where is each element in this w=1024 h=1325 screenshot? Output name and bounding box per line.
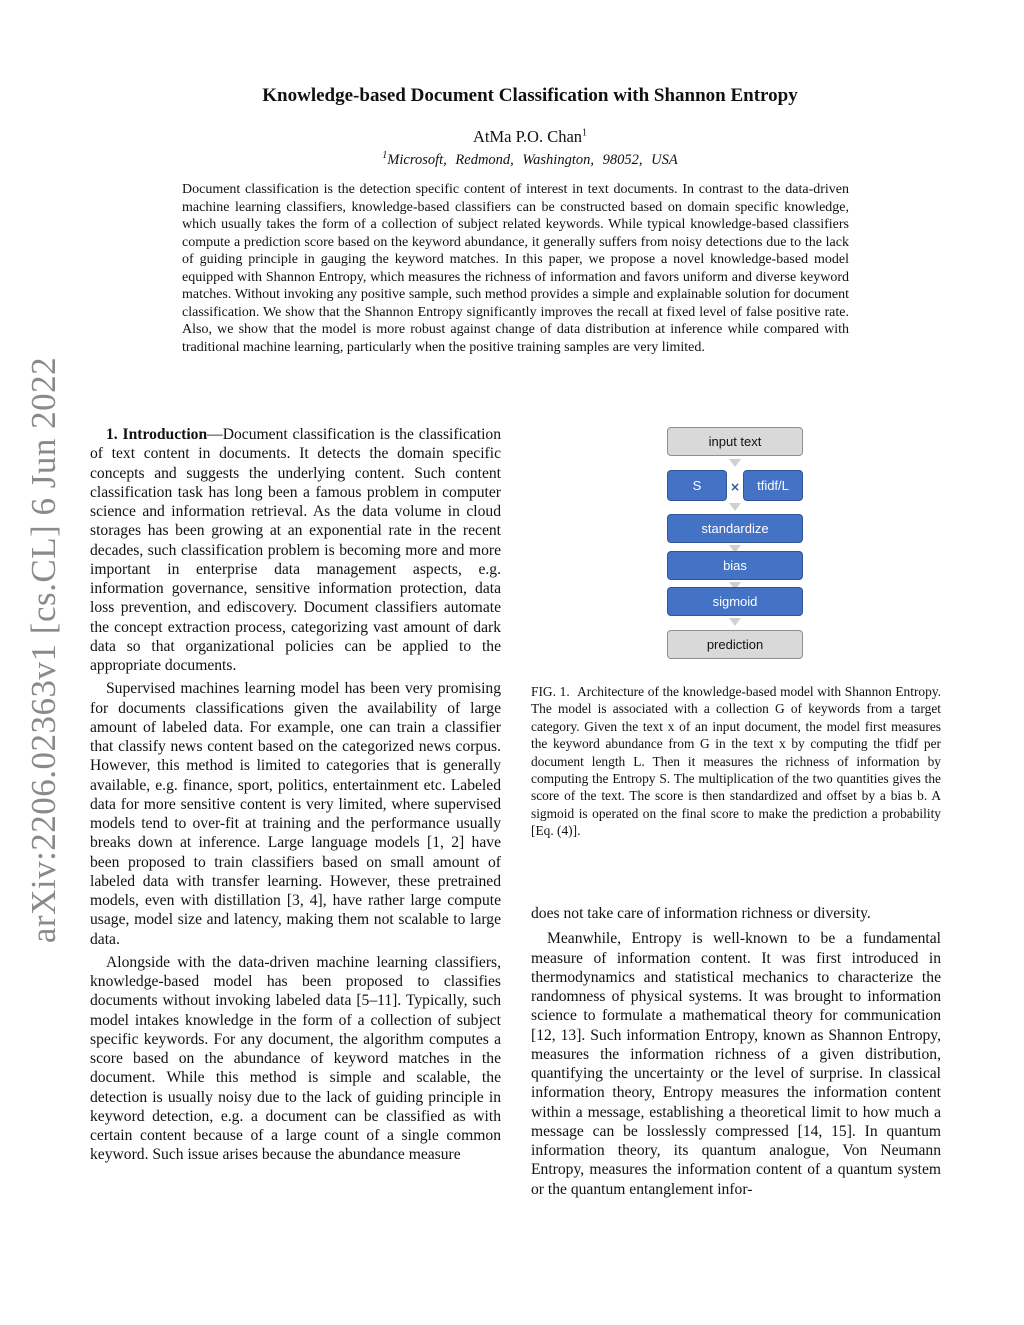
multiply-icon: × (730, 480, 741, 494)
right-column-text (531, 904, 941, 1199)
affiliation-text: Microsoft, Redmond, Washington, 98052, USA (387, 152, 678, 168)
author-sup: 1 (582, 127, 588, 139)
bias-box: bias (667, 551, 803, 580)
tfidf-box: tfidf/L (743, 470, 803, 501)
architecture-figure (660, 420, 810, 665)
affiliation (130, 152, 930, 169)
entropy-s-box: S (667, 470, 727, 501)
arxiv-identifier-text: arXiv:2206.02363v1 [cs.CL] 6 Jun 2022 (24, 356, 63, 944)
caption-text: Architecture of the knowledge-based model with Shannon Entropy. The model is associated with a collection G of keywords from a target category. Given the text x of an input document, the model first measures the keyword abundance from G in the text x by computing the tfidf per document length L. Then it measures the richness of information by computing the Entropy S. The multiplication of the two quantities gives the score of the text. The score is then standardized and offset by a bias b. A sigmoid is operated on the final score to make the prediction a probability [Eq. (4)]. (531, 684, 941, 839)
intro-p1-text: —Document classification is the classification of text content in documents. It detects the domain specific concepts and suggests the underlying content. Such content classification task has long been a famous problem in computer science and information retrieval. As the data volume in cloud storages has been growing at an exponential rate in the recent decades, such classification problem is becoming more and more important in enterprise data management aspects, e.g. information governance, sensitive information protection, data loss prevention, and ediscovery. Document classifiers automate the concept extraction process, categorizing vast amount of dark data so that organizational policies can be applied to the appropriate documents. (90, 426, 501, 674)
arrow-down-icon (729, 503, 741, 511)
input-text-box: input text (667, 427, 803, 456)
arxiv-identifier (0, 0, 90, 1325)
paper-title: Knowledge-based Document Classification with Shannon Entropy (262, 85, 798, 106)
caption-label: FIG. 1. (531, 684, 570, 699)
section-heading: 1. Introduction (106, 426, 208, 443)
affiliation-sup: 1 (382, 150, 388, 162)
intro-paragraph-4: Meanwhile, Entropy is well-known to be a fundamental measure of information content. It was first introduced in thermodynamics and statistical mechanics to characterize the randomness of physical systems. It was brought to information science to formulate a mathematical theory for communication [12, 13]. Such information Entropy, known as Shannon Entropy, measures the information richness of a given distribution, quantifying the uncertainty or the level of surprise. In classical information theory, Entropy measures the information content within a message, establishing a theoretical limit to how much a message can be losslessly compressed [14, 15]. In quantum information theory, its quantum analogue, Von Neumann Entropy, measures the information content of a quantum system or the quantum entanglement infor- (531, 930, 941, 1198)
figure-caption (531, 683, 941, 840)
intro-paragraph-3: Alongside with the data-driven machine learning classifiers, knowledge-based model has been proposed to classifies documents without invoking labeled data [5–11]. Typically, such model intakes knowledge in the form of a collection of subject specific keywords. For any document, the algorithm computes a score based on the abundance of keyword matches in the document. While this method is simple and scalable, the detection is usually noisy due to the lack of guiding principle in keyword detection, e.g. a document can be classified as with certain content because of a large count of a single common keyword. Such issue arises because the abundance measure (90, 953, 501, 1164)
left-column (90, 425, 501, 1165)
intro-paragraph-3-continued: does not take care of information richness or diversity. (531, 905, 871, 922)
intro-paragraph-1 (90, 425, 501, 675)
standardize-box: standardize (667, 514, 803, 543)
arrow-down-icon (729, 459, 741, 467)
sigmoid-box: sigmoid (667, 587, 803, 616)
abstract: Document classification is the detection specific content of interest in text documents. In contrast to the data-driven machine learning classifiers, knowledge-based classifiers can be constructed based on domain specific knowledge, which usually takes the form of a collection of subject related keywords. While typical knowledge-based classifiers compute a prediction score based on the keyword abundance, it generally suffers from noisy detections due to the lack of guiding principle in gauging the keyword matches. In this paper, we propose a novel knowledge-based model equipped with Shannon Entropy, which measures the richness of information and favors uniform and diverse keyword matches. Without invoking any positive sample, such method provides a simple and explainable solution for document classification. We show that the Shannon Entropy significantly improves the recall at fixed level of false positive rate. Also, we show that the model is more robust against change of data distribution at inference while compared with traditional machine learning, particularly when the positive training samples are very limited. (182, 182, 849, 355)
intro-paragraph-2: Supervised machines learning model has been very promising for documents classifications given the availability of large amount of labeled data. For example, one can train a classifier that classify news content based on the categorized news corpus. However, this method is limited to categories that is generally available, e.g. finance, sport, politics, entertainment etc. Labeled data for more sensitive content is very limited, where supervised models tend to over-fit at training and the performance usually breaks down at inference. Large language models [1, 2] have been proposed to train classifiers based on small amount of labeled data with transfer learning. However, these pretrained models, even with distillation [3, 4], have rather large compute usage, model size and latency, making them not scalable to large data. (90, 680, 501, 948)
arrow-down-icon (729, 618, 741, 626)
prediction-box: prediction (667, 630, 803, 659)
author-name: AtMa P.O. Chan (472, 127, 583, 146)
author-line (130, 127, 930, 147)
